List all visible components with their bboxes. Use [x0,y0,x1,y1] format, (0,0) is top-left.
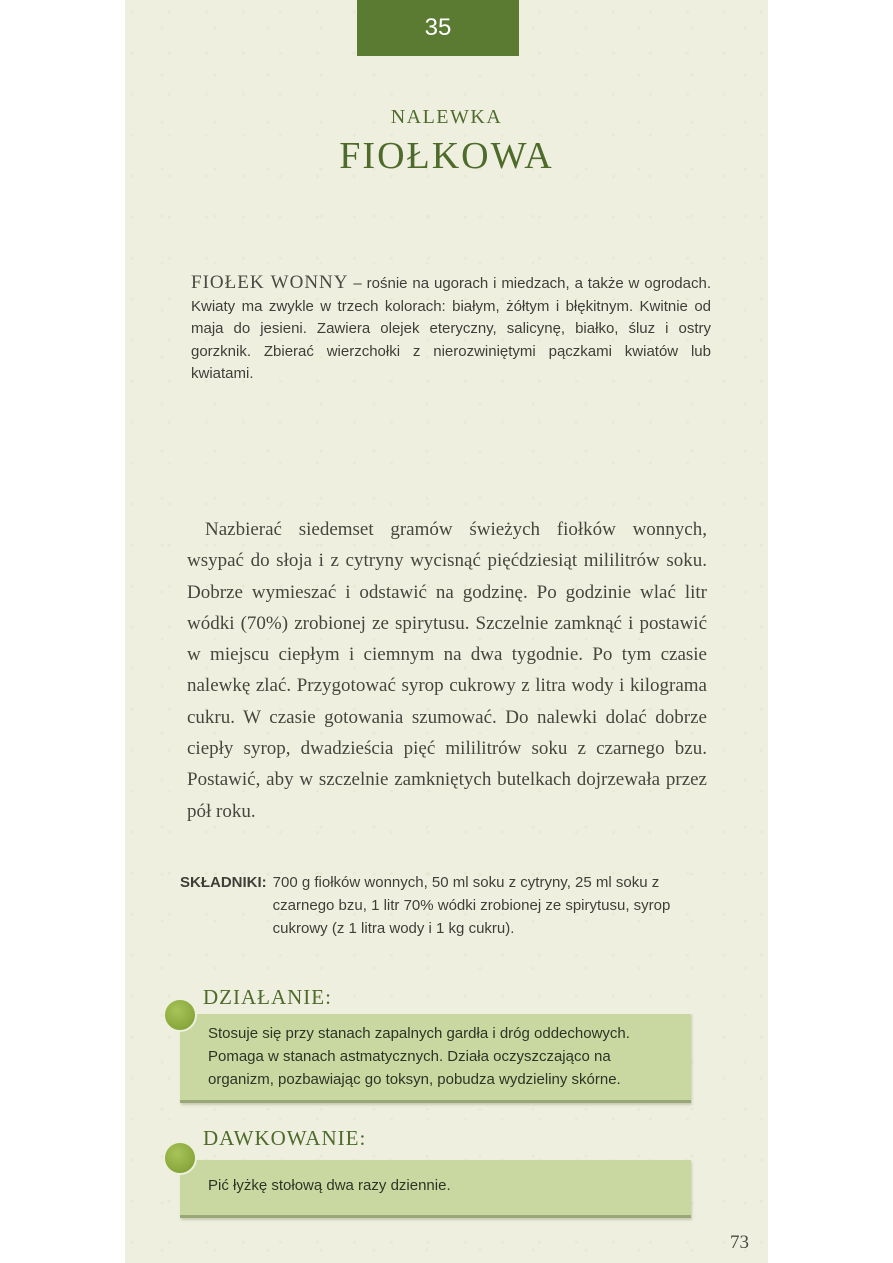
action-text: Stosuje się przy stanach zapalnych gardła i dróg oddechowych. Pomaga w stanach astmatycznych. Działa oczyszczająco na organizm, pozbawiając go toksyn, pobudza wydzieliny skórne. [208,1025,630,1088]
book-page [125,0,768,1263]
page-number: 73 [730,1232,749,1253]
recipe-title: FIOŁKOWA [339,135,554,177]
action-bullet-icon [163,998,197,1032]
dosage-bullet-icon [163,1141,197,1175]
dosage-text: Pić łyżkę stołową dwa razy dziennie. [208,1177,451,1194]
dosage-heading: DAWKOWANIE: [203,1126,367,1150]
action-box [180,1014,691,1103]
ingredients-block [180,871,720,940]
plant-description-text: – rośnie na ugorach i miedzach, a także w ogrodach. Kwiaty ma zwykle w trzech kolorach: białym, żółtym i błękitnym. Kwitnie od maja do jesieni. Zawiera olejek eteryczny, salicynę, białko, śluz i ostry gorzknik. Zbierać wierzchołki z nierozwiniętymi pączkami kwiatów lub kwiatami. [191,275,712,383]
action-heading: DZIAŁANIE: [203,985,332,1009]
recipe-kicker: NALEWKA [390,106,503,128]
dosage-box [180,1160,691,1218]
plant-description [191,272,711,386]
chapter-number-tab [357,0,519,56]
ingredients-label: SKŁADNIKI: [180,874,267,891]
plant-name: FIOŁEK WONNY [191,272,349,293]
chapter-number: 35 [424,14,452,41]
ingredients-text: 700 g fiołków wonnych, 50 ml soku z cytryny, 25 ml soku z czarnego bzu, 1 litr 70% wódki zrobionej ze spirytusu, syrop cukrowy (z 1 litra wody i 1 kg cukru). [272,874,671,937]
recipe-instructions: Nazbierać siedemset gramów świeżych fiołków wonnych, wsypać do słoja i z cytryny wycisnąć pięćdziesiąt mililitrów soku. Dobrze wymieszać i odstawić na godzinę. Po godzinie wlać litr wódki (70%) zrobionej ze spirytusu. Szczelnie zamknąć i postawić w miejscu ciepłym i ciemnym na dwa tygodnie. Po tym czasie nalewkę zlać. Przygotować syrop cukrowy z litra wody i kilograma cukru. W czasie gotowania szumować. Do nalewki dolać dobrze ciepły syrop, dwadzieścia pięć mililitrów soku z czarnego bzu. Postawić, aby w szczelnie zamkniętych butelkach dojrzewała przez pół roku. [187,519,707,822]
